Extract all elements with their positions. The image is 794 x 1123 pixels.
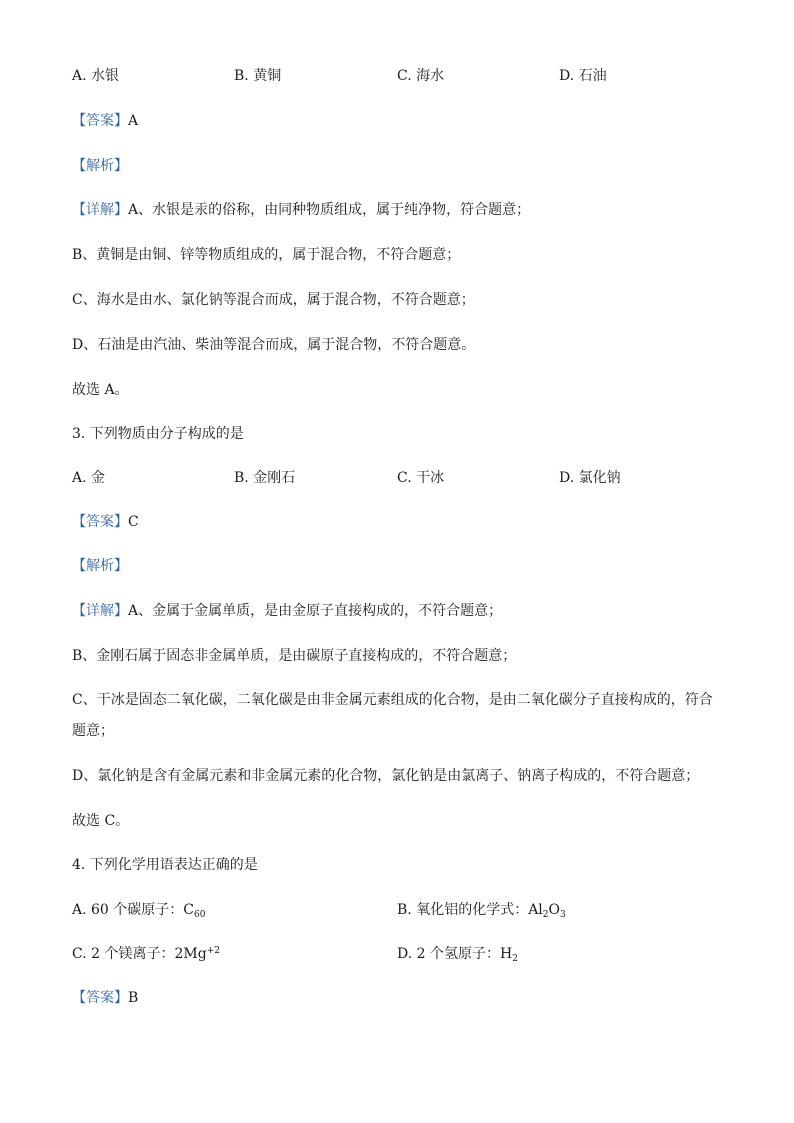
option-text-mid: O [548, 902, 560, 918]
answer-value: C [128, 514, 139, 530]
q3-answer [72, 512, 139, 532]
q4-option-c [72, 944, 220, 964]
q2-analysis-tag: 【解析】 [72, 158, 128, 174]
q3-analysis-tag: 【解析】 [72, 558, 128, 574]
q3-detail-c-line1: C、干冰是固态二氧化碳，二氧化碳是由非金属元素组成的化合物，是由二氧化碳分子直接构成的，符合 [72, 692, 713, 708]
q3-conclusion: 故选 C。 [72, 813, 130, 829]
q2-option-a: A. 水银 [72, 68, 120, 84]
q3-detail-c-line2: 题意； [72, 723, 114, 739]
q2-detail-c: C、海水是由水、氯化钠等混合而成，属于混合物，不符合题意； [72, 292, 475, 308]
q4-stem: 4. 下列化学用语表达正确的是 [72, 857, 258, 873]
detail-text: A、水银是汞的俗称，由同种物质组成，属于纯净物，符合题意； [128, 202, 531, 218]
answer-tag: 【答案】 [72, 514, 128, 530]
q4-option-d [397, 944, 518, 964]
q2-answer [72, 111, 138, 131]
q2-option-d: D. 石油 [559, 68, 607, 84]
q2-detail-b: B、黄铜是由铜、锌等物质组成的，属于混合物，不符合题意； [72, 247, 461, 263]
q3-detail-d: D、氯化钠是含有金属元素和非金属元素的化合物，氯化钠是由氯离子、钠离子构成的，不符合题意； [72, 768, 700, 784]
answer-value: B [128, 990, 139, 1006]
q3-detail-a [72, 601, 502, 621]
detail-tag: 【详解】 [72, 603, 128, 619]
q3-option-d: D. 氯化钠 [559, 470, 621, 486]
option-text: C. 2 个镁离子：2Mg [72, 946, 207, 962]
q2-option-c: C. 海水 [397, 68, 445, 84]
q4-answer [72, 988, 138, 1008]
q2-detail-d: D、石油是由汽油、柴油等混合而成，属于混合物，不符合题意。 [72, 337, 476, 353]
answer-tag: 【答案】 [72, 990, 128, 1006]
q2-detail-a [72, 200, 530, 220]
subscript: 2 [542, 910, 549, 920]
q3-stem: 3. 下列物质由分子构成的是 [72, 426, 244, 442]
subscript: 60 [194, 910, 206, 920]
option-text: B. 氧化铝的化学式：Al [397, 902, 543, 918]
answer-tag: 【答案】 [72, 113, 128, 129]
subscript: 3 [560, 910, 566, 920]
q2-conclusion: 故选 A。 [72, 382, 129, 398]
q4-option-a [72, 900, 205, 920]
superscript: +2 [206, 946, 220, 956]
q2-option-b: B. 黄铜 [234, 68, 282, 84]
answer-value: A [128, 113, 139, 129]
q3-option-c: C. 干冰 [397, 470, 445, 486]
q3-detail-b: B、金刚石属于固态非金属单质，是由碳原子直接构成的，不符合题意； [72, 648, 517, 664]
detail-text: A、金属于金属单质，是由金原子直接构成的，不符合题意； [128, 603, 503, 619]
option-text: A. 60 个碳原子：C [72, 902, 194, 918]
q3-option-b: B. 金刚石 [234, 470, 296, 486]
q4-option-b [397, 900, 566, 920]
q3-option-a: A. 金 [72, 470, 106, 486]
option-text: D. 2 个氢原子：H [397, 946, 513, 962]
subscript: 2 [512, 954, 518, 964]
detail-tag: 【详解】 [72, 202, 128, 218]
